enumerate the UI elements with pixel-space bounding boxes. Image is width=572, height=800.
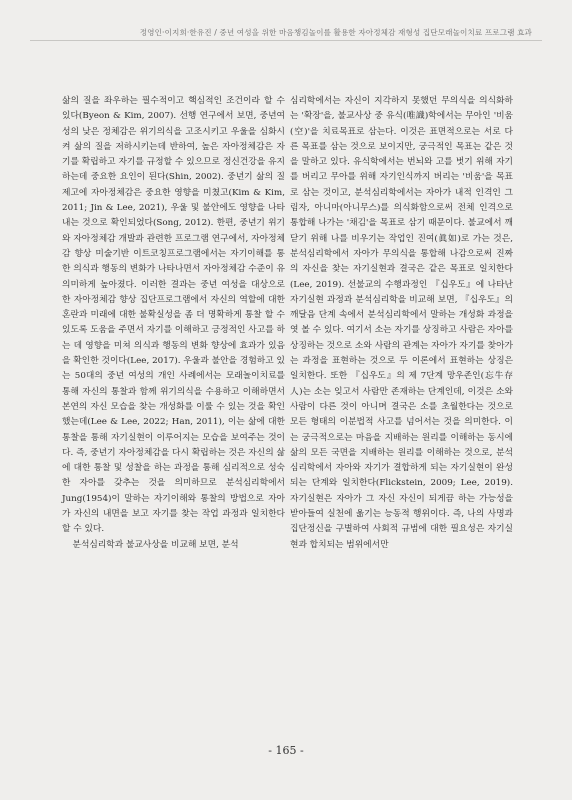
body-paragraph-left-2: 분석심리학과 불교사상을 비교해 보면, 분석 — [72, 539, 239, 550]
header-rule — [30, 40, 542, 41]
body-paragraph-right-1: 심리학에서는 자신이 지각하지 못했던 무의식을 의식화하는 '확장'을, 불교사상 중 유식(唯識)학에서는 무아인 '비움(空)'을 치료목표로 삼는다. 이것은 표면적으로는 서로 다른 목표를 삼는 것으로 보이지만, 궁극적인 목표는 같은 것을 말하고 있다. 유식학에서는 번뇌와 고를 벗기 위해 자기를 버리고 무아를 위해 자기인식까지 버리는 '비움'을 목표로 삼는 것이고, 분석심리학에서는 자아가 내적 인격인 그림자, 아니마(아니무스)를 의식화함으로써 전체 인격으로 통합해 나가는 '채김'을 목표로 삼기 때문이다. 불교에서 깨닫기 위해 나를 비우기는 작업인 진여(眞如)로 가는 것은, 분석심리학에서 자아가 무의식을 통합해 나감으로써 진짜의 자신을 찾는 자기실현과 결국은 같은 목표로 일치한다(Lee, 2019). 선불교의 수행과정인 『십우도』에 나타난 자기실현 과정과 분석심리학을 비교해 보면, 『십우도』의 깨달음 단계 속에서 분석심리학에서 말하는 개성화 과정을 엿 볼 수 있다. 여기서 소는 자기를 상징하고 사람은 자아를 상징하는 것으로 소와 사람의 관계는 자아가 자기를 찾아가는 과정을 표현하는 것으로 두 이론에서 표현하는 상징은 일치한다. 또한 『십우도』의 제 7단계 망우존인(忘牛存人)는 소는 잊고서 사람만 존재하는 단계인데, 이것은 소와 사람이 다른 것이 아니며 결국은 소를 초월한다는 것으로 모든 형태의 이분법적 사고를 넘어서는 것을 의미한다. 이는 궁극적으로는 마음을 지배하는 원리를 이해하는 동시에 삶의 모든 국면을 지배하는 원리를 이해하는 것으로, 분석심리학에서 자아와 자기가 결합하게 되는 자기실현이 완성되는 단계와 일치한다(Flickstein, 2009; Lee, 2019). 자기실현은 자아가 그 자신 자신이 되게끔 하는 가능성을 받아들여 실천에 옮기는 능동적 행위이다. 즉, 나의 사명과 집단정신을 구별하여 사회적 규범에 대한 필요성은 자기실현과 합치되는 범위에서만 — [290, 96, 513, 550]
running-head: 정영인·이지희·한유진 / 중년 여성을 위한 마음챙김놀이를 활용한 자아정체감 재형성 집단모래놀이치료 프로그램 효과 — [139, 28, 532, 37]
body-paragraph-left-1: 삶의 질을 좌우하는 필수적이고 핵심적인 조건이라 할 수 있다(Byeon & Kim, 2007). 선행 연구에서 보면, 중년여성의 낮은 정체감은 위기의식을 고조시키고 우울을 심화시켜 삶의 질을 저하시키는데 반하여, 높은 자아정체감은 자기를 확립하고 자기를 규정할 수 있으므로 정신건강을 유지하는데 중요한 요인이 된다(Shin, 2002). 중년기 삶의 질 제고에 자아정체감은 중요한 영향을 미쳤고(Kim & Kim, 2011; Jin & Lee, 2021), 우울 및 불안에도 영향을 나타내는 것으로 확인되었다(Song, 2012). 한편, 중년기 위기와 자아정체감 개발과 관련한 프로그램 연구에서, 자아정체감 향상 미술기반 이트코칭프로그램에서는 자기이해를 통한 의식과 행동의 변화가 나타나면서 자아정체감 수준이 유의미하게 높아졌다. 이러한 결과는 중년 여성을 대상으로 한 자아정체감 향상 집단프로그램에서 자신의 역할에 대한 혼란과 미래에 대한 불확실성을 좀 더 명확하게 통찰 할 수 있도록 도움을 주면서 자기를 이해하고 긍정적인 사고를 하는 데 영향을 미쳐 의식과 행동의 변화 향상에 효과가 있음을 확인한 것이다(Lee, 2017). 우울과 불안을 경험하고 있는 50대의 중년 여성의 개인 사례에서는 모래놀이치료를 통해 자신의 통찰과 함께 위기의식을 수용하고 이해하면서 본연의 자신 모습을 찾는 개성화를 이룰 수 있는 것을 확인했는데(Lee & Lee, 2022; Han, 2011), 이는 삶에 대한 통찰을 통해 자기실현이 이루어지는 모습을 보여주는 것이다. 즉, 중년기 자아정체감을 다시 확립하는 것은 자신의 삶에 대한 통찰 및 성찰을 하는 과정을 통해 심리적으로 성숙한 자아를 갖추는 것을 의미하므로 분석심리학에서 Jung(1954)이 말하는 자기이해와 통찰의 방법으로 자아가 자신의 내면을 보고 자기를 찾는 작업 과정과 일치한다 할 수 있다. — [62, 96, 285, 535]
right-column — [290, 94, 513, 553]
left-column — [62, 94, 285, 553]
page-number: - 165 - — [268, 744, 304, 757]
